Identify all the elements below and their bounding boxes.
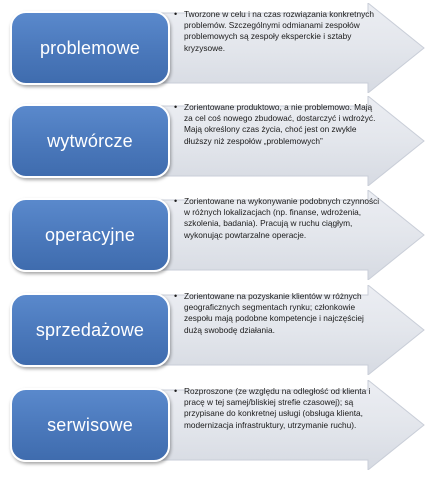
row-operacyjne (0, 190, 430, 280)
description-text: • Tworzone w celu i na czas rozwiązania konkretnych problemów. Szczególnymi odmianami zespołów problemowych są zespoły eksperckie i sztaby kryzysowe. (184, 9, 380, 54)
category-box (10, 198, 170, 272)
row-wytworcze (0, 96, 430, 186)
row-problemowe (0, 3, 430, 93)
row-serwisowe (0, 380, 430, 470)
category-label: wytwórcze (47, 130, 133, 151)
description-list (172, 196, 380, 241)
description-list (172, 9, 380, 54)
category-box (10, 293, 170, 367)
category-box (10, 104, 170, 178)
description-list (172, 291, 380, 336)
description-text: • Rozproszone (ze względu na odległość od klienta i pracę w tej samej/bliskiej strefie czasowej); są przypisane do konkretnej usługi (obsługa klienta, modernizacja infrastruktury, utrzymanie ruchu). (184, 386, 380, 431)
category-label: sprzedażowe (35, 319, 145, 340)
row-sprzedazowe (0, 285, 430, 375)
description-text: • Zorientowane na pozyskanie klientów w różnych geograficznych segmentach rynku; członkowie zespołu mają podobne kompetencje i najczęściej dużą swobodę działania. (184, 291, 380, 336)
description-list (172, 102, 380, 147)
description-list (172, 386, 380, 431)
description-text: • Zorientowane na wykonywanie podobnych czynności w różnych lokalizacjach (np. finanse, wdrożenia, szkolenia, badania). Pracują w ruchu ciągłym, wykonując powtarzalne operacje. (184, 196, 380, 241)
description-text: • Zorientowane produktowo, a nie problemowo. Mają za cel coś nowego zbudować, dostarczyć i wdrożyć. Mają określony czas życia, choć jest on zwykle dłuższy niż zespołów „problemowych” (184, 102, 380, 147)
category-box (10, 11, 170, 85)
category-box (10, 388, 170, 462)
category-label: operacyjne (44, 224, 136, 245)
category-label: problemowe (39, 37, 141, 58)
category-label: serwisowe (47, 414, 133, 435)
